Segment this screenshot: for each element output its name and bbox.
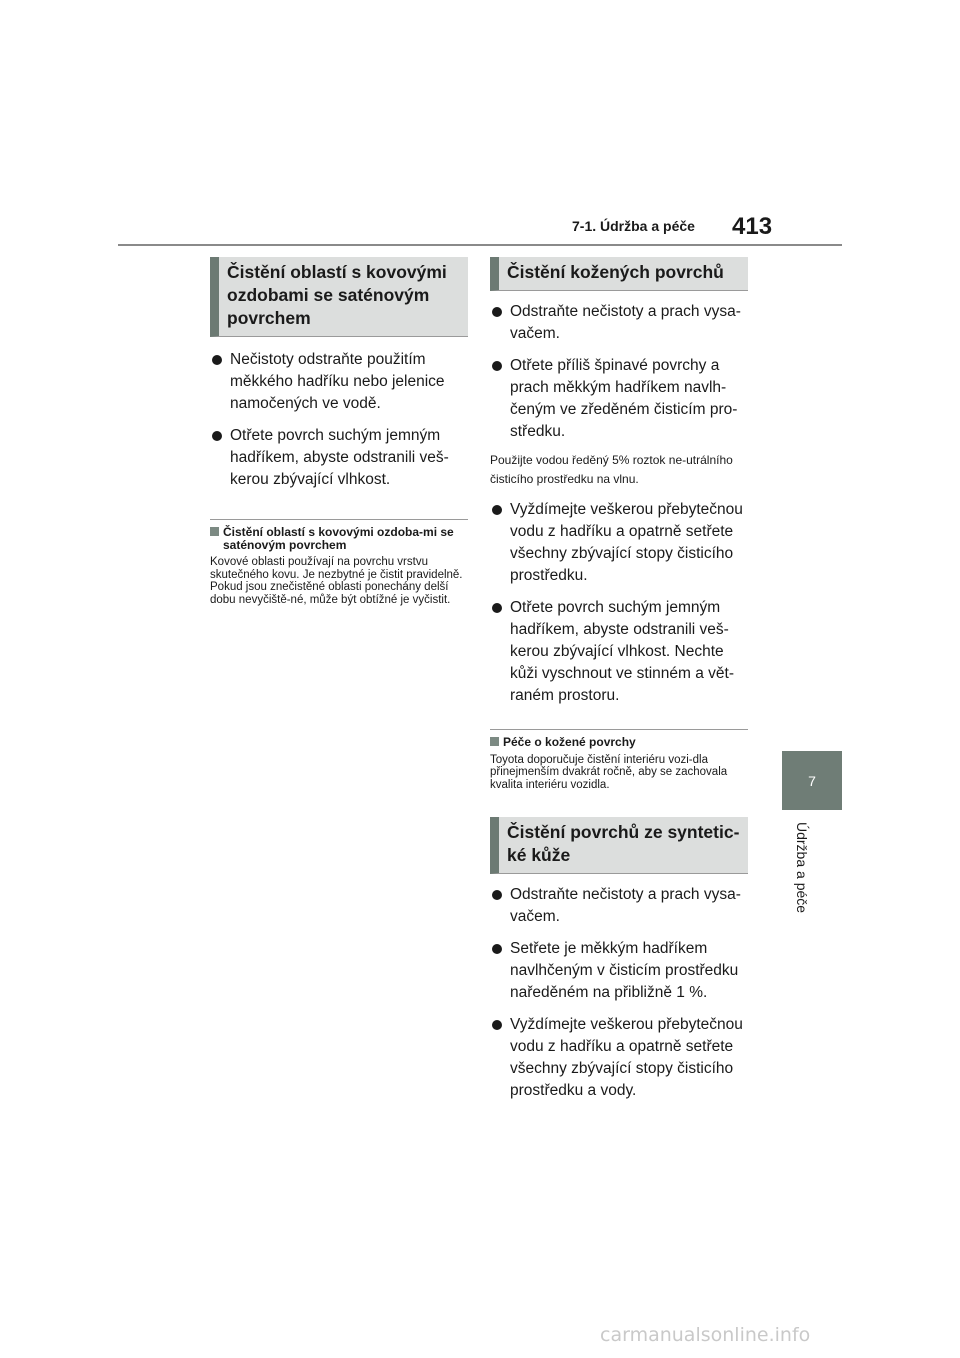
- bullet-list: [490, 884, 748, 1102]
- page-number: 413: [732, 213, 773, 240]
- note-title-text: Čistění oblastí s kovovými ozdoba-mi se saténovým povrchem: [223, 525, 454, 552]
- bullet-list: [210, 349, 468, 491]
- note-title: [210, 526, 468, 551]
- watermark: carmanualsonline.info: [600, 1324, 811, 1346]
- section-heading: Čistění kožených povrchů: [490, 257, 748, 291]
- section-title: 7-1. Údržba a péče: [572, 218, 695, 234]
- note-body: Kovové oblasti používají na povrchu vrstvu skutečného kovu. Je nezbytné je čistit pravidelně. Pokud jsou znečistěné oblasti ponechány delší dobu nevyčiště-né, může být obtížné je vyčistit.: [210, 556, 463, 606]
- list-item: Nečistoty odstraňte použitím měkkého hadříku nebo jelenice namočených ve vodě.: [210, 349, 468, 415]
- chapter-tab: [782, 751, 842, 810]
- bullet-list: [490, 301, 748, 443]
- list-item: Otřete povrch suchým jemným hadříkem, abyste odstranili veš-kerou zbývající vlhkost. Nechte kůži vyschnout ve stinném a vět-raném prostoru.: [490, 597, 748, 707]
- list-item: Vyždímejte veškerou přebytečnou vodu z hadříku a opatrně setřete všechny zbývající stopy čisticího prostředku.: [490, 499, 748, 587]
- note-title-text: Péče o kožené povrchy: [503, 735, 636, 749]
- list-item: Odstraňte nečistoty a prach vysa-vačem.: [490, 884, 748, 928]
- section-heading: Čistění oblastí s kovovými ozdobami se saténovým povrchem: [210, 257, 468, 337]
- note-title: [490, 736, 748, 749]
- chapter-number: 7: [808, 772, 816, 789]
- left-column: [210, 257, 468, 606]
- list-item: Odstraňte nečistoty a prach vysa-vačem.: [490, 301, 748, 345]
- square-bullet-icon: [490, 737, 499, 746]
- bullet-list: [490, 499, 748, 707]
- list-item: Setřete je měkkým hadříkem navlhčeným v čisticím prostředku naředěném na přibližně 1 %.: [490, 938, 748, 1004]
- list-item: Vyždímejte veškerou přebytečnou vodu z hadříku a opatrně setřete všechny zbývající stopy čisticího prostředku a vody.: [490, 1014, 748, 1102]
- hint-text: Použijte vodou ředěný 5% roztok ne-utrálního čisticího prostředku na vlnu.: [490, 453, 733, 486]
- header-divider: [118, 244, 842, 246]
- right-column: [490, 257, 748, 1102]
- note-block: [490, 729, 748, 791]
- note-body: Toyota doporučuje čistění interiéru vozi-dla přinejmenším dvakrát ročně, aby se zachovala kvalita interiéru vozidla.: [490, 753, 728, 791]
- section-heading: Čistění povrchů ze syntetic-ké kůže: [490, 817, 748, 874]
- square-bullet-icon: [210, 527, 219, 536]
- note-block: [210, 519, 468, 606]
- list-item: Otřete povrch suchým jemným hadříkem, abyste odstranili veš-kerou zbývající vlhkost.: [210, 425, 468, 491]
- chapter-side-label: Údržba a péče: [794, 822, 810, 914]
- list-item: Otřete příliš špinavé povrchy a prach měkkým hadříkem navlh-čeným ve zředěném čisticím pro-středku.: [490, 355, 748, 443]
